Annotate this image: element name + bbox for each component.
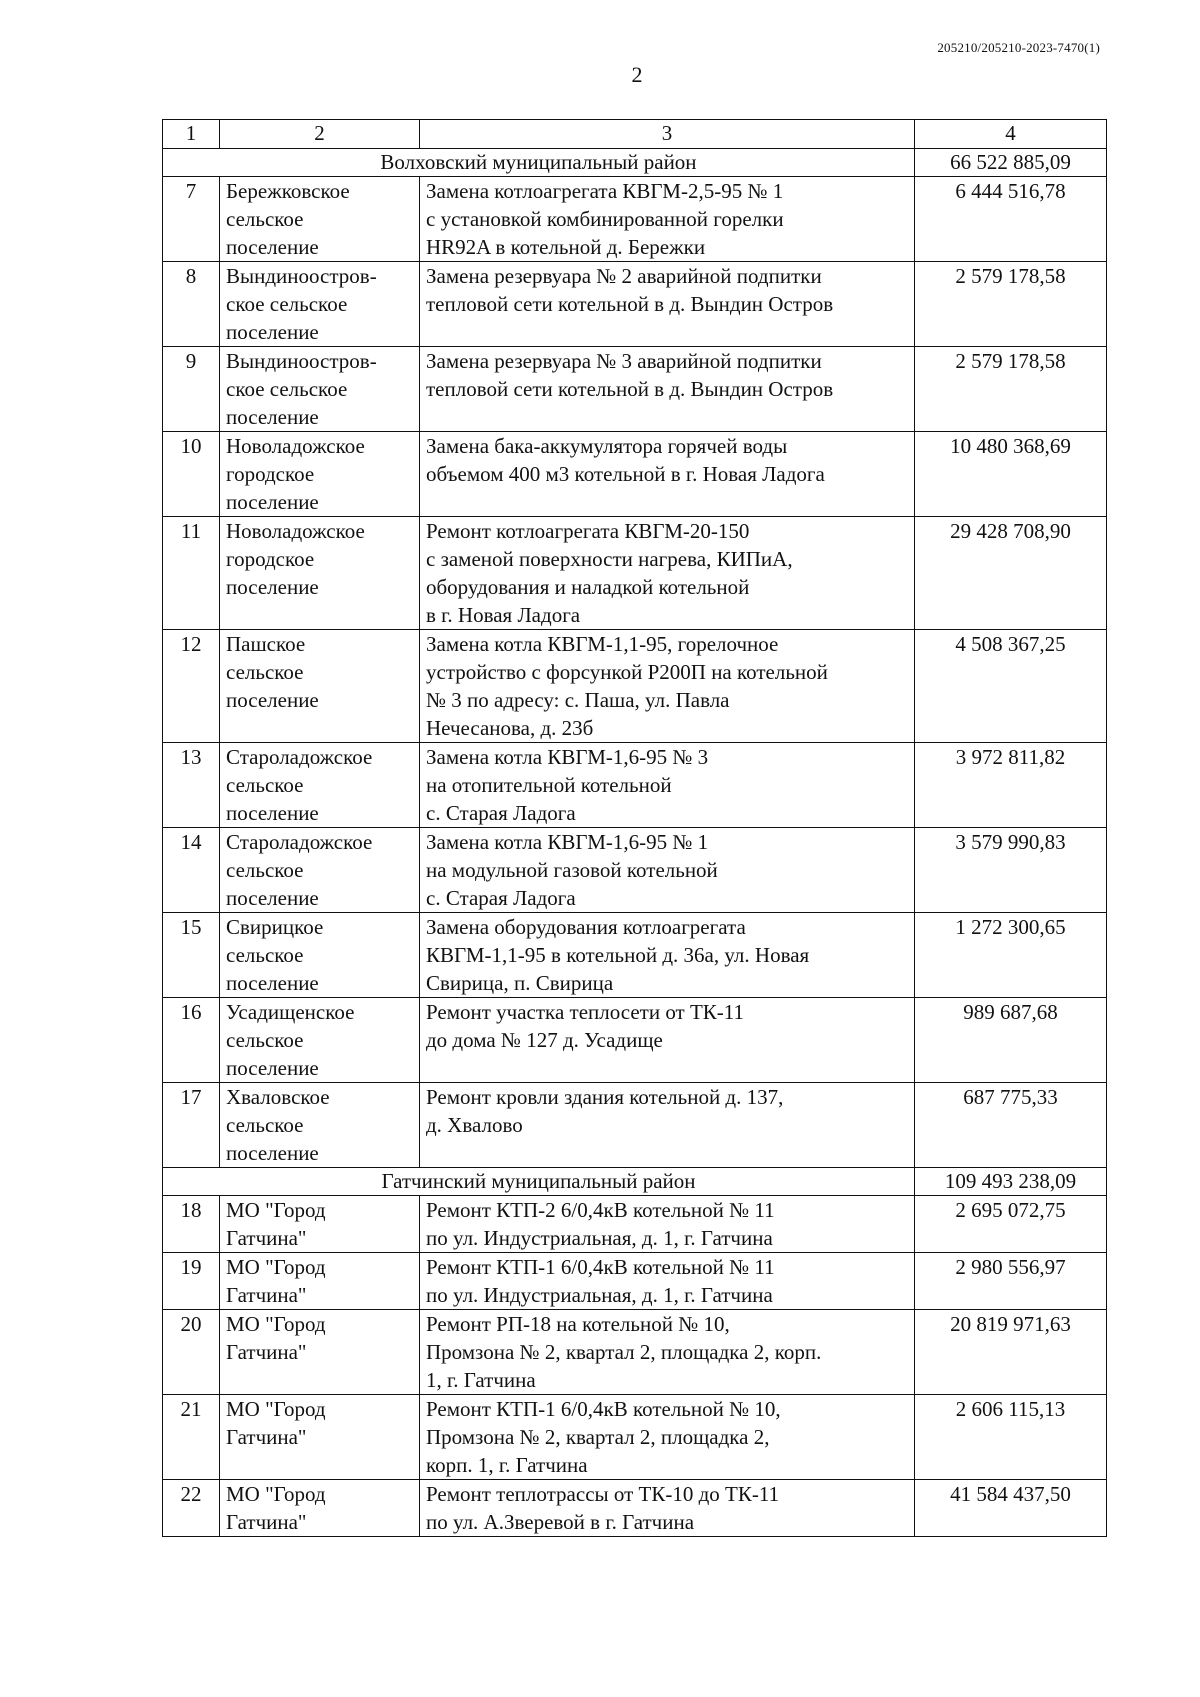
header-col-4: 4 [915, 120, 1107, 149]
table-row [163, 998, 1107, 1083]
row-amount: 989 687,68 [915, 998, 1107, 1083]
table-row [163, 347, 1107, 432]
row-number: 13 [163, 743, 220, 828]
row-amount: 20 819 971,63 [915, 1310, 1107, 1395]
table-row [163, 743, 1107, 828]
settlement-name: МО "Город Гатчина" [220, 1395, 420, 1480]
row-amount: 2 579 178,58 [915, 262, 1107, 347]
table-row [163, 262, 1107, 347]
settlement-name: Усадищенское сельское поселение [220, 998, 420, 1083]
work-description: Ремонт котлоагрегата КВГМ-20-150 с заменой поверхности нагрева, КИПиА, оборудования и наладкой котельной в г. Новая Ладога [420, 517, 915, 630]
row-number: 8 [163, 262, 220, 347]
work-description: Замена котла КВГМ-1,6-95 № 1 на модульной газовой котельной с. Старая Ладога [420, 828, 915, 913]
row-number: 11 [163, 517, 220, 630]
settlement-name: Новоладожское городское поселение [220, 517, 420, 630]
work-description: Ремонт участка теплосети от ТК-11 до дома № 127 д. Усадище [420, 998, 915, 1083]
work-description: Ремонт КТП-2 6/0,4кВ котельной № 11 по ул. Индустриальная, д. 1, г. Гатчина [420, 1196, 915, 1253]
table-row [163, 1310, 1107, 1395]
table-body [163, 120, 1107, 1537]
table-row [163, 517, 1107, 630]
row-number: 12 [163, 630, 220, 743]
page-number: 2 [631, 62, 643, 87]
work-description: Замена бака-аккумулятора горячей воды объемом 400 м3 котельной в г. Новая Ладога [420, 432, 915, 517]
header-col-1: 1 [163, 120, 220, 149]
row-amount: 4 508 367,25 [915, 630, 1107, 743]
header-col-3: 3 [420, 120, 915, 149]
work-description: Ремонт кровли здания котельной д. 137, д. Хвалово [420, 1083, 915, 1168]
row-number: 17 [163, 1083, 220, 1168]
district-total: 66 522 885,09 [915, 149, 1107, 177]
row-number: 9 [163, 347, 220, 432]
row-amount: 3 972 811,82 [915, 743, 1107, 828]
work-description: Замена котла КВГМ-1,6-95 № 3 на отопительной котельной с. Старая Ладога [420, 743, 915, 828]
row-amount: 2 695 072,75 [915, 1196, 1107, 1253]
settlement-name: МО "Город Гатчина" [220, 1310, 420, 1395]
settlement-name: Новоладожское городское поселение [220, 432, 420, 517]
work-description: Замена резервуара № 2 аварийной подпитки тепловой сети котельной в д. Вындин Остров [420, 262, 915, 347]
work-description: Замена оборудования котлоагрегата КВГМ-1,1-95 в котельной д. 36а, ул. Новая Свирица, п. Свирица [420, 913, 915, 998]
table-row [163, 1395, 1107, 1480]
district-name: Волховский муниципальный район [163, 149, 915, 177]
table-row [163, 177, 1107, 262]
row-number: 22 [163, 1480, 220, 1537]
funding-table [162, 119, 1107, 1537]
work-description: Замена котла КВГМ-1,1-95, горелочное устройство с форсункой Р200П на котельной № 3 по адресу: с. Паша, ул. Павла Нечесанова, д. 23б [420, 630, 915, 743]
document-id: 205210/205210-2023-7470(1) [937, 40, 1100, 55]
table-row [163, 1253, 1107, 1310]
row-number: 10 [163, 432, 220, 517]
settlement-name: МО "Город Гатчина" [220, 1480, 420, 1537]
row-number: 7 [163, 177, 220, 262]
settlement-name: МО "Город Гатчина" [220, 1196, 420, 1253]
row-amount: 1 272 300,65 [915, 913, 1107, 998]
row-amount: 29 428 708,90 [915, 517, 1107, 630]
header-col-2: 2 [220, 120, 420, 149]
row-number: 19 [163, 1253, 220, 1310]
table-row [163, 1480, 1107, 1537]
table-header-row [163, 120, 1107, 149]
row-amount: 6 444 516,78 [915, 177, 1107, 262]
row-amount: 2 606 115,13 [915, 1395, 1107, 1480]
row-number: 20 [163, 1310, 220, 1395]
row-number: 14 [163, 828, 220, 913]
district-total: 109 493 238,09 [915, 1168, 1107, 1196]
settlement-name: Свирицкое сельское поселение [220, 913, 420, 998]
table-row [163, 828, 1107, 913]
row-number: 21 [163, 1395, 220, 1480]
work-description: Замена резервуара № 3 аварийной подпитки тепловой сети котельной в д. Вындин Остров [420, 347, 915, 432]
district-row [163, 1168, 1107, 1196]
table-row [163, 432, 1107, 517]
district-name: Гатчинский муниципальный район [163, 1168, 915, 1196]
settlement-name: Староладожское сельское поселение [220, 743, 420, 828]
row-number: 16 [163, 998, 220, 1083]
settlement-name: Староладожское сельское поселение [220, 828, 420, 913]
work-description: Ремонт КТП-1 6/0,4кВ котельной № 10, Промзона № 2, квартал 2, площадка 2, корп. 1, г. Гатчина [420, 1395, 915, 1480]
row-amount: 2 579 178,58 [915, 347, 1107, 432]
row-number: 15 [163, 913, 220, 998]
row-amount: 10 480 368,69 [915, 432, 1107, 517]
settlement-name: Вындиноостров- ское сельское поселение [220, 347, 420, 432]
table-row [163, 913, 1107, 998]
work-description: Замена котлоагрегата КВГМ-2,5-95 № 1 с установкой комбинированной горелки HR92A в котельной д. Бережки [420, 177, 915, 262]
row-number: 18 [163, 1196, 220, 1253]
row-amount: 41 584 437,50 [915, 1480, 1107, 1537]
settlement-name: Пашское сельское поселение [220, 630, 420, 743]
row-amount: 2 980 556,97 [915, 1253, 1107, 1310]
settlement-name: Хваловское сельское поселение [220, 1083, 420, 1168]
work-description: Ремонт РП-18 на котельной № 10, Промзона № 2, квартал 2, площадка 2, корп. 1, г. Гатчина [420, 1310, 915, 1395]
row-amount: 3 579 990,83 [915, 828, 1107, 913]
work-description: Ремонт КТП-1 6/0,4кВ котельной № 11 по ул. Индустриальная, д. 1, г. Гатчина [420, 1253, 915, 1310]
row-amount: 687 775,33 [915, 1083, 1107, 1168]
table-row [163, 1196, 1107, 1253]
table-row [163, 1083, 1107, 1168]
settlement-name: Вындиноостров- ское сельское поселение [220, 262, 420, 347]
work-description: Ремонт теплотрассы от ТК-10 до ТК-11 по ул. А.Зверевой в г. Гатчина [420, 1480, 915, 1537]
district-row [163, 149, 1107, 177]
table-row [163, 630, 1107, 743]
settlement-name: Бережковское сельское поселение [220, 177, 420, 262]
settlement-name: МО "Город Гатчина" [220, 1253, 420, 1310]
